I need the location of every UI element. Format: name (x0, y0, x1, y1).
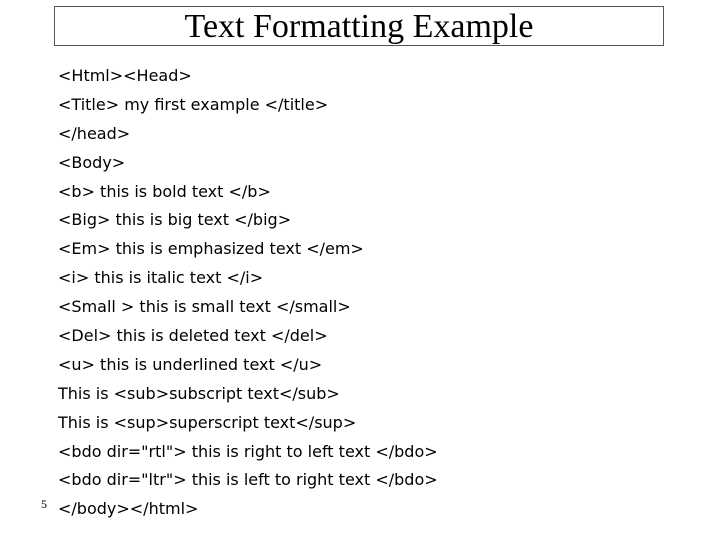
code-line: <Del> this is deleted text </del> (58, 326, 328, 346)
code-listing (58, 62, 438, 524)
code-line: <b> this is bold text </b> (58, 181, 271, 201)
code-line: <Small > this is small text </small> (58, 297, 351, 317)
code-line: This is <sup>superscript text</sup> (58, 412, 357, 432)
code-line: <i> this is italic text </i> (58, 268, 264, 288)
code-line: </head> (58, 123, 131, 143)
slide-number: 5 (41, 497, 47, 511)
code-line: <u> this is underlined text </u> (58, 354, 323, 374)
code-line: <Body> (58, 152, 126, 172)
code-line: <bdo dir="ltr"> this is left to right text </bdo> (58, 470, 438, 490)
slide-title: Text Formatting Example (54, 6, 664, 46)
code-line: <Em> this is emphasized text </em> (58, 239, 364, 259)
code-line: <Big> this is big text </big> (58, 210, 292, 230)
code-line: This is <sub>subscript text</sub> (58, 383, 340, 403)
code-line: </body></html> (58, 499, 199, 519)
code-line: <bdo dir="rtl"> this is right to left text </bdo> (58, 441, 438, 461)
code-line: <Title> my first example </title> (58, 94, 329, 114)
code-line: <Html><Head> (58, 66, 192, 85)
